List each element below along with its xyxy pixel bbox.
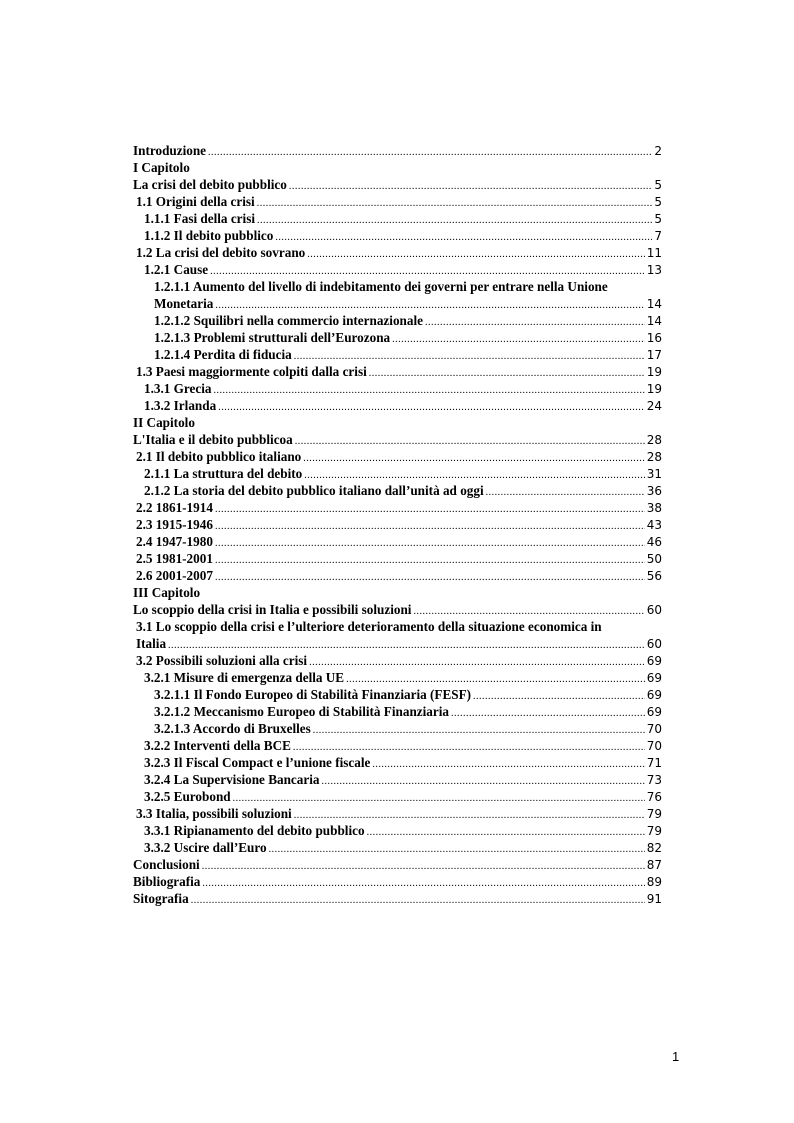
dot-leader — [289, 178, 652, 195]
toc-entry[interactable] — [133, 686, 662, 703]
toc-entry-page: 16 — [646, 331, 662, 345]
toc-entry[interactable] — [133, 346, 662, 363]
dot-leader — [218, 399, 645, 416]
page-number: 1 — [672, 1049, 680, 1064]
toc-entry[interactable] — [133, 312, 662, 329]
chapter-label: II Capitolo — [133, 415, 195, 430]
toc-entry[interactable] — [133, 227, 662, 244]
toc-entry-page: 17 — [646, 348, 662, 362]
toc-entry-page: 19 — [646, 382, 662, 396]
dot-leader — [215, 535, 645, 552]
toc-entry-page: 60 — [646, 637, 662, 651]
toc-entry-label: 2.5 1981-2001 — [136, 551, 213, 566]
dot-leader — [367, 824, 645, 841]
toc-entry-page: 50 — [646, 552, 662, 566]
toc-entry[interactable] — [133, 550, 662, 567]
toc-entry-page: 31 — [646, 467, 662, 481]
table-of-contents — [133, 142, 662, 907]
toc-entry-label: 1.1 Origini della crisi — [136, 194, 255, 209]
toc-entry-page: 69 — [646, 705, 662, 719]
toc-entry-page: 76 — [646, 790, 662, 804]
toc-entry[interactable] — [133, 261, 662, 278]
toc-entry[interactable] — [133, 873, 662, 890]
toc-entry-page: 79 — [646, 807, 662, 821]
toc-entry[interactable] — [133, 788, 662, 805]
dot-leader — [215, 518, 645, 535]
toc-entry[interactable] — [133, 839, 662, 856]
dot-leader — [257, 195, 653, 212]
toc-entry-label: 1.2 La crisi del debito sovrano — [136, 245, 306, 260]
toc-entry-label: L'Italia e il debito pubblicoa — [133, 432, 293, 447]
toc-entry-page: 36 — [646, 484, 662, 498]
toc-entry[interactable] — [133, 380, 662, 397]
dot-leader — [215, 569, 645, 586]
toc-entry-page: 69 — [646, 654, 662, 668]
toc-entry-page: 5 — [654, 178, 662, 192]
toc-entry[interactable] — [133, 771, 662, 788]
toc-entry[interactable] — [133, 176, 662, 193]
toc-entry-label: 1.2.1.2 Squilibri nella commercio internazionale — [154, 313, 423, 328]
toc-entry[interactable] — [133, 329, 662, 346]
toc-entry-page: 13 — [646, 263, 662, 277]
toc-entry-page: 5 — [654, 195, 662, 209]
toc-entry-label: 3.3 Italia, possibili soluzioni — [136, 806, 292, 821]
dot-leader — [425, 314, 645, 331]
dot-leader — [214, 382, 645, 399]
toc-entry-page: 11 — [646, 246, 662, 260]
toc-entry-page: 70 — [646, 722, 662, 736]
toc-entry-label: 1.1.1 Fasi della crisi — [144, 211, 255, 226]
dot-leader — [295, 433, 645, 450]
toc-entry-label: 3.2.4 La Supervisione Bancaria — [144, 772, 320, 787]
dot-leader — [275, 229, 652, 246]
toc-entry-label: 3.2.2 Interventi della BCE — [144, 738, 291, 753]
toc-entry-label: Conclusioni — [133, 857, 200, 872]
dot-leader — [372, 756, 644, 773]
toc-entry-page: 91 — [646, 892, 662, 906]
toc-entry[interactable] — [133, 601, 662, 618]
toc-entry[interactable] — [133, 856, 662, 873]
toc-entry-page: 7 — [654, 229, 662, 243]
dot-leader — [307, 246, 644, 263]
dot-leader — [309, 654, 645, 671]
toc-entry-page: 71 — [646, 756, 662, 770]
toc-entry[interactable] — [133, 210, 662, 227]
toc-entry-label: Lo scoppio della crisi in Italia e possibili soluzioni — [133, 602, 412, 617]
toc-entry-label: 1.3.1 Grecia — [144, 381, 212, 396]
toc-entry[interactable] — [133, 142, 662, 159]
chapter-heading — [133, 159, 662, 176]
dot-leader — [313, 722, 645, 739]
toc-entry[interactable] — [133, 193, 662, 210]
chapter-label: I Capitolo — [133, 160, 190, 175]
toc-entry-page: 28 — [646, 450, 662, 464]
dot-leader — [303, 450, 644, 467]
dot-leader — [473, 688, 645, 705]
toc-entry-label: 1.2.1.1 Aumento del livello di indebitamento dei governi per entrare nella Unione — [154, 279, 608, 294]
toc-entry[interactable] — [133, 244, 662, 261]
toc-entry[interactable] — [133, 363, 662, 380]
toc-entry[interactable] — [133, 737, 662, 754]
toc-entry-label: 1.3.2 Irlanda — [144, 398, 217, 413]
toc-entry[interactable] — [133, 567, 662, 584]
toc-entry-page: 69 — [646, 671, 662, 685]
toc-entry-label: 1.2.1.3 Problemi strutturali dell’Eurozona — [154, 330, 391, 345]
toc-entry-page: 89 — [646, 875, 662, 889]
toc-entry-page: 70 — [646, 739, 662, 753]
toc-entry-page: 87 — [646, 858, 662, 872]
toc-entry-label: 1.2.1 Cause — [144, 262, 209, 277]
toc-entry-label: 2.6 2001-2007 — [136, 568, 213, 583]
toc-entry-page: 43 — [646, 518, 662, 532]
toc-entry-label: Introduzione — [133, 143, 207, 158]
toc-entry-page: 5 — [654, 212, 662, 226]
toc-entry-label: 1.1.2 Il debito pubblico — [144, 228, 274, 243]
toc-entry-continuation[interactable] — [133, 635, 662, 652]
toc-entry-wrapped[interactable] — [133, 618, 662, 635]
toc-entry[interactable] — [133, 720, 662, 737]
toc-entry-page: 28 — [646, 433, 662, 447]
toc-entry[interactable] — [133, 499, 662, 516]
toc-entry-label: 3.2.1.2 Meccanismo Europeo di Stabilità Finanziaria — [154, 704, 450, 719]
toc-entry-label: 2.1 Il debito pubblico italiano — [136, 449, 302, 464]
toc-entry-page: 24 — [646, 399, 662, 413]
toc-entry-label: 2.1.2 La storia del debito pubblico italiano dall’unità ad oggi — [144, 483, 484, 498]
toc-entry[interactable] — [133, 533, 662, 550]
toc-entry-page: 56 — [646, 569, 662, 583]
dot-leader — [269, 841, 645, 858]
toc-entry-label: 3.2 Possibili soluzioni alla crisi — [136, 653, 308, 668]
dot-leader — [321, 773, 644, 790]
toc-entry[interactable] — [133, 652, 662, 669]
toc-entry-label: 3.2.1 Misure di emergenza della UE — [144, 670, 345, 685]
toc-entry-page: 14 — [646, 314, 662, 328]
chapter-heading — [133, 584, 662, 601]
toc-entry-page: 2 — [654, 144, 662, 158]
toc-entry-label: 3.2.3 Il Fiscal Compact e l’unione fiscale — [144, 755, 371, 770]
toc-entry-label: Bibliografia — [133, 874, 201, 889]
toc-entry-label: 2.3 1915-1946 — [136, 517, 213, 532]
toc-entry[interactable] — [133, 516, 662, 533]
toc-entry-page: 19 — [646, 365, 662, 379]
toc-entry-label: 1.2.1.4 Perdita di fiducia — [154, 347, 292, 362]
toc-entry[interactable] — [133, 805, 662, 822]
toc-entry-label: 1.3 Paesi maggiormente colpiti dalla crisi — [136, 364, 367, 379]
toc-entry-label: 3.2.1.3 Accordo di Bruxelles — [154, 721, 311, 736]
dot-leader — [208, 144, 652, 161]
dot-leader — [202, 858, 645, 875]
toc-entry-label: 3.2.5 Eurobond — [144, 789, 231, 804]
dot-leader — [233, 790, 645, 807]
dot-leader — [202, 875, 644, 892]
toc-entry-continuation[interactable] — [133, 295, 662, 312]
toc-entry-label: 3.2.1.1 Il Fondo Europeo di Stabilità Finanziaria (FESF) — [154, 687, 472, 702]
dot-leader — [369, 365, 645, 382]
toc-entry-page: 14 — [646, 297, 662, 311]
toc-entry[interactable] — [133, 465, 662, 482]
toc-entry-page: 46 — [646, 535, 662, 549]
toc-entry-page: 69 — [646, 688, 662, 702]
toc-entry-label: 2.1.1 La struttura del debito — [144, 466, 303, 481]
toc-entry[interactable] — [133, 448, 662, 465]
toc-entry[interactable] — [133, 890, 662, 907]
toc-entry-label: 2.2 1861-1914 — [136, 500, 213, 515]
dot-leader — [392, 331, 645, 348]
toc-entry-label: Italia — [136, 636, 167, 651]
toc-entry-page: 73 — [646, 773, 662, 787]
toc-entry[interactable] — [133, 822, 662, 839]
toc-entry-page: 82 — [646, 841, 662, 855]
toc-entry-label: 3.3.1 Ripianamento del debito pubblico — [144, 823, 365, 838]
dot-leader — [257, 212, 652, 229]
chapter-heading — [133, 414, 662, 431]
toc-entry[interactable] — [133, 669, 662, 686]
toc-entry-label: Monetaria — [154, 296, 214, 311]
dot-leader — [191, 892, 645, 909]
dot-leader — [451, 705, 645, 722]
toc-entry-label: 3.3.2 Uscire dall’Euro — [144, 840, 267, 855]
toc-entry-wrapped[interactable] — [133, 278, 662, 295]
dot-leader — [486, 484, 645, 501]
toc-entry-page: 60 — [646, 603, 662, 617]
dot-leader — [215, 501, 645, 518]
toc-entry[interactable] — [133, 482, 662, 499]
toc-entry[interactable] — [133, 431, 662, 448]
toc-entry-label: La crisi del debito pubblico — [133, 177, 287, 192]
toc-entry[interactable] — [133, 397, 662, 414]
toc-entry[interactable] — [133, 703, 662, 720]
toc-entry[interactable] — [133, 754, 662, 771]
toc-entry-page: 38 — [646, 501, 662, 515]
toc-entry-page: 79 — [646, 824, 662, 838]
toc-entry-label: 2.4 1947-1980 — [136, 534, 213, 549]
chapter-label: III Capitolo — [133, 585, 201, 600]
toc-entry-label: Sitografia — [133, 891, 189, 906]
toc-entry-label: 3.1 Lo scoppio della crisi e l’ulteriore deterioramento della situazione economica in — [136, 619, 602, 634]
dot-leader — [215, 552, 645, 569]
